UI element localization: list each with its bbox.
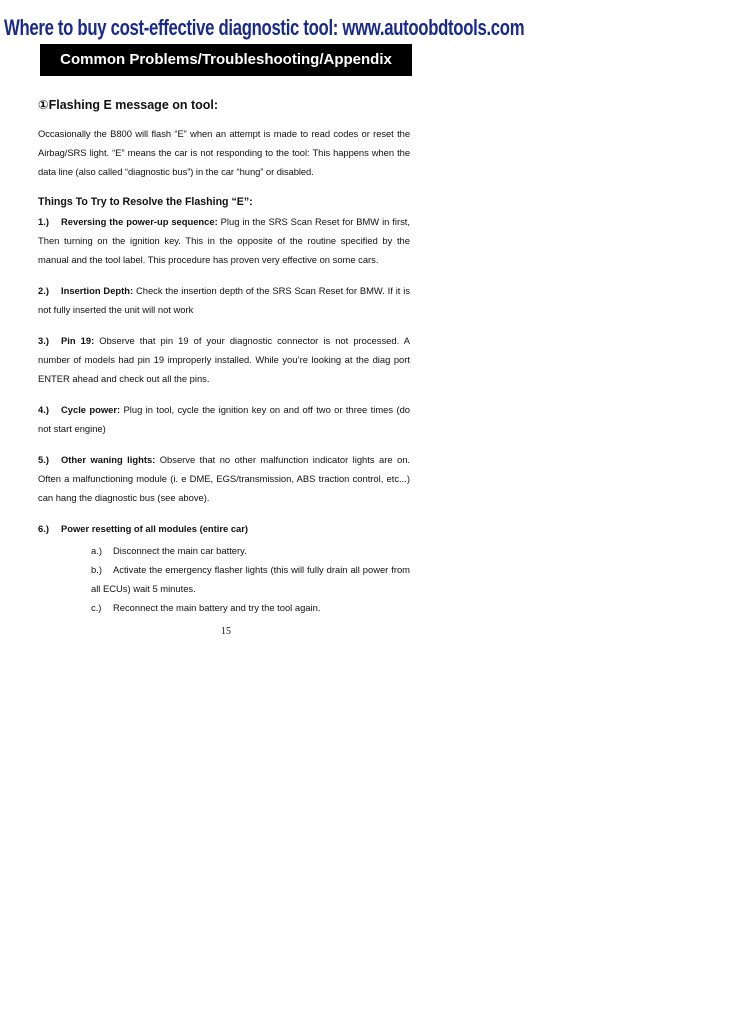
list-item-5	[38, 450, 410, 507]
item-label: Pin 19:	[61, 335, 95, 346]
things-to-try-heading: Things To Try to Resolve the Flashing “E”:	[38, 196, 253, 208]
item-number: 5.)	[38, 454, 49, 465]
item-label: Cycle power:	[61, 404, 121, 415]
list-item-6	[38, 519, 410, 538]
list-item-2	[38, 281, 410, 319]
sub-list-item-a	[91, 541, 410, 560]
sub-item-text: Reconnect the main battery and try the tool again.	[113, 602, 321, 613]
sub-item-letter: b.)	[91, 564, 102, 575]
list-item-1	[38, 212, 410, 269]
sub-list-item-c	[91, 598, 410, 617]
item-label: Insertion Depth:	[61, 285, 134, 296]
item-label: Other waning lights:	[61, 454, 156, 465]
list-item-3	[38, 331, 410, 388]
watermark-link-text: Where to buy cost-effective diagnostic tool: www.autoobdtools.com	[4, 15, 525, 40]
item-number: 1.)	[38, 216, 49, 227]
intro-paragraph: Occasionally the B800 will flash “E” when an attempt is made to read codes or reset the Airbag/SRS light. “E” means the car is not responding to the tool: This happens when the data line (also called “diagnostic bus”) in the car “hung” or disabled.	[38, 128, 410, 177]
item-label: Power resetting of all modules (entire car)	[61, 523, 249, 534]
item-number: 6.)	[38, 523, 49, 534]
list-item-4	[38, 400, 410, 438]
item-text: Check the insertion depth of the SRS Scan Reset for BMW. If it is not fully inserted the unit will not work	[38, 285, 411, 315]
item-number: 3.)	[38, 335, 49, 346]
sub-item-letter: a.)	[91, 545, 102, 556]
item-label: Reversing the power-up sequence:	[61, 216, 218, 227]
item-number: 2.)	[38, 285, 49, 296]
document-body	[38, 96, 410, 617]
item-text: Plug in tool, cycle the ignition key on and off two or three times (do not start engine)	[38, 404, 410, 434]
section-banner: Common Problems/Troubleshooting/Appendix	[40, 44, 412, 76]
item-text: Plug in the SRS Scan Reset for BMW in first, Then turning on the ignition key. This in the opposite of the routine specified by the manual and the tool label. This procedure has proven very effective on some cars.	[38, 216, 410, 265]
sub-item-text: Activate the emergency flasher lights (this will fully drain all power from all ECUs) wait 5 minutes.	[91, 564, 410, 594]
section-title: ①Flashing E message on tool:	[38, 98, 219, 112]
sub-item-text: Disconnect the main car battery.	[113, 545, 247, 556]
item-text: Observe that pin 19 of your diagnostic connector is not processed. A number of models had pin 19 improperly installed. While you’re looking at the diag port ENTER ahead and check out all the pins.	[38, 335, 410, 384]
page-number: 15	[221, 626, 231, 637]
sub-item-letter: c.)	[91, 602, 102, 613]
item-number: 4.)	[38, 404, 49, 415]
reset-steps-list	[91, 541, 410, 617]
item-text: Observe that no other malfunction indicator lights are on. Often a malfunctioning module (i. e DME, EGS/transmission, ABS traction control, etc...) can hang the diagnostic bus (see above).	[38, 454, 411, 503]
sub-list-item-b	[91, 560, 410, 598]
